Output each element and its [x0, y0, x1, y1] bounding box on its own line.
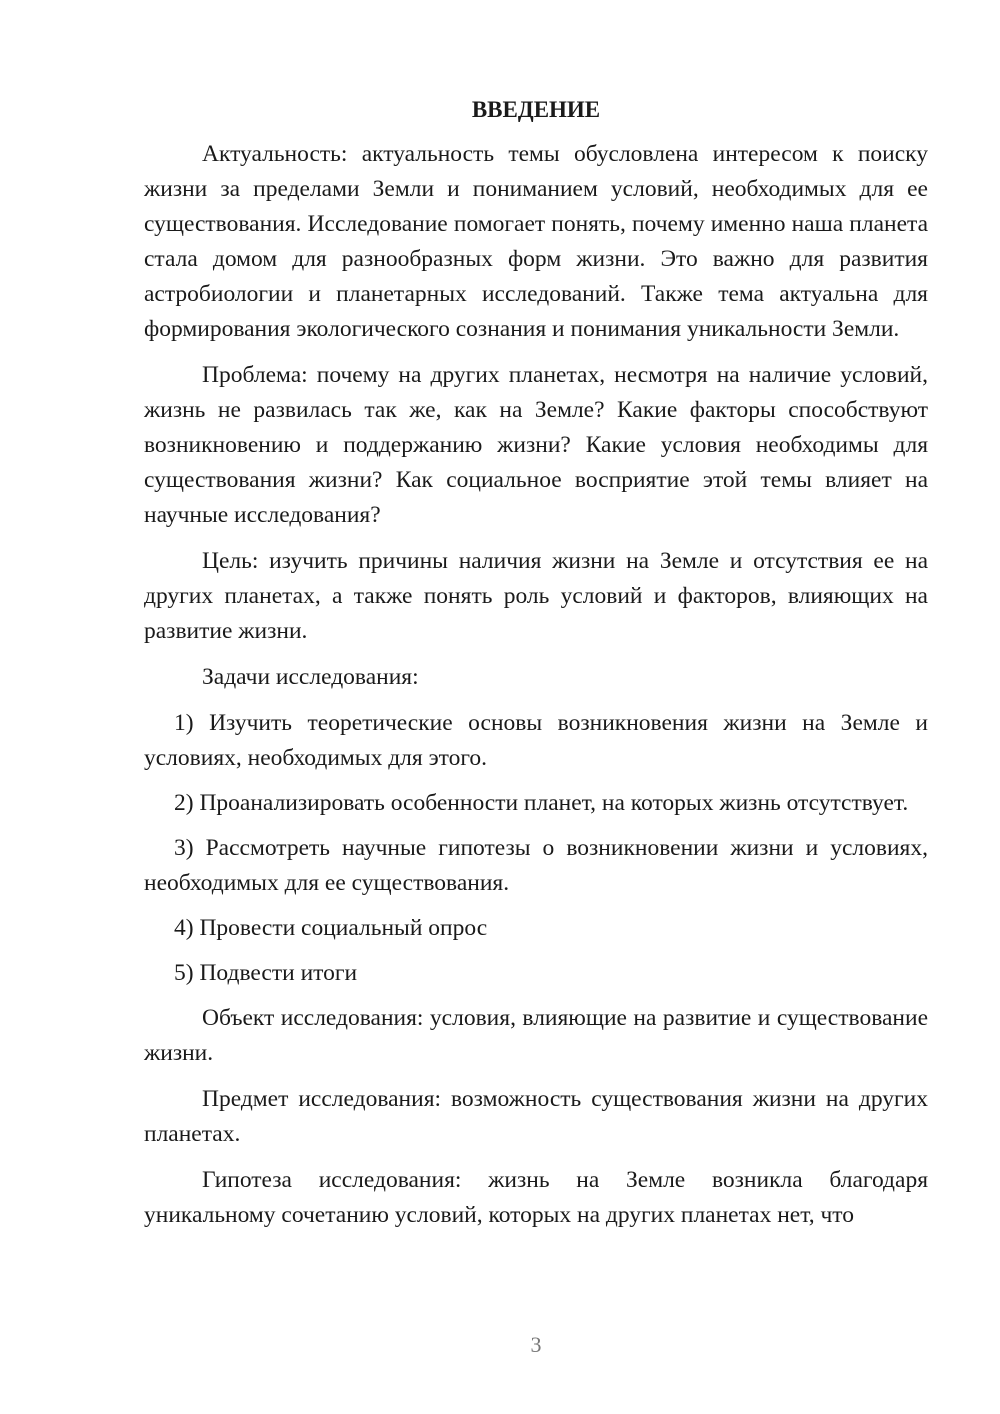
goal-paragraph: Цель: изучить причины наличия жизни на Земле и отсутствия ее на других планетах, а также понять роль условий и факторов, влияющих на развитие жизни. — [144, 548, 928, 644]
relevance-paragraph: Актуальность: актуальность темы обусловлена интересом к поиску жизни за пределами Земли и пониманием условий, необходимых для ее существования. Исследование помогает понять, почему именно наша планета стала домом для разнообразных форм жизни. Это важно для развития астробиологии и планетарных исследований. Также тема актуальна для формирования экологического сознания и понимания уникальности Земли. — [144, 141, 928, 342]
page-number: 3 — [530, 1332, 542, 1357]
task-item-1: 1) Изучить теоретические основы возникновения жизни на Земле и условиях, необходимых для этого. — [144, 710, 928, 771]
object-paragraph: Объект исследования: условия, влияющие на развитие и существование жизни. — [144, 1005, 928, 1066]
task-item-4: 4) Провести социальный опрос — [174, 915, 488, 941]
subject-paragraph: Предмет исследования: возможность существования жизни на других планетах. — [144, 1086, 928, 1147]
task-item-2: 2) Проанализировать особенности планет, на которых жизнь отсутствует. — [174, 790, 909, 816]
problem-paragraph: Проблема: почему на других планетах, несмотря на наличие условий, жизнь не развилась так же, как на Земле? Какие факторы способствуют возникновению и поддержанию жизни? Какие условия необходимы для существования жизни? Как социальное восприятие этой темы влияет на научные исследования? — [144, 362, 928, 528]
task-item-5: 5) Подвести итоги — [174, 960, 358, 986]
hypothesis-paragraph: Гипотеза исследования: жизнь на Земле возникла благодаря уникальному сочетанию условий, которых на других планетах нет, что — [144, 1167, 928, 1228]
tasks-heading: Задачи исследования: — [202, 664, 419, 690]
task-item-3: 3) Рассмотреть научные гипотезы о возникновении жизни и условиях, необходимых для ее существования. — [144, 835, 928, 896]
section-title: ВВЕДЕНИЕ — [471, 97, 601, 122]
document-body — [144, 92, 928, 1244]
